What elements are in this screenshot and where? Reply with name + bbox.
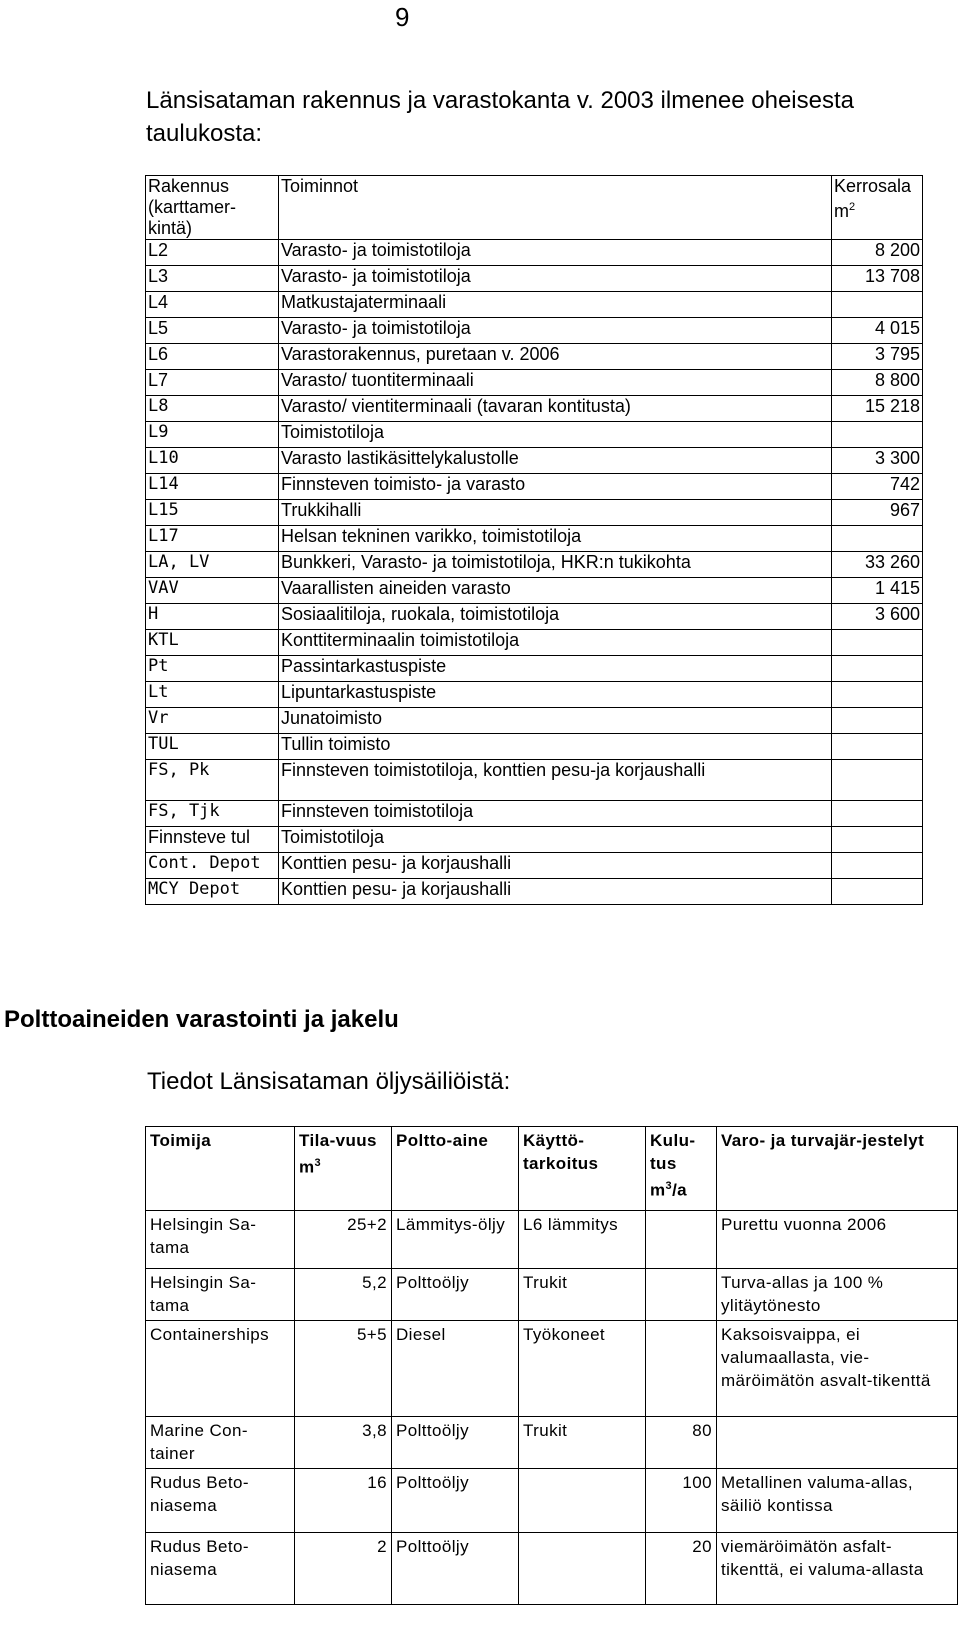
building-area: 3 795 <box>832 344 923 370</box>
building-id: Pt <box>146 656 279 682</box>
header-capacity <box>295 1127 392 1211</box>
header-safety: Varo- ja turvajär-jestelyt <box>717 1127 958 1211</box>
building-row <box>146 578 923 604</box>
tank-consumption: 20 <box>646 1533 717 1605</box>
building-id: VAV <box>146 578 279 604</box>
building-row <box>146 500 923 526</box>
section-heading: Polttoaineiden varastointi ja jakelu <box>4 1006 399 1033</box>
building-activity: Varasto/ tuontiterminaali <box>279 370 832 396</box>
header-purpose: Käyttö-tarkoitus <box>519 1127 646 1211</box>
building-area <box>832 526 923 552</box>
building-row <box>146 396 923 422</box>
tank-capacity: 16 <box>295 1469 392 1533</box>
tank-row <box>146 1321 958 1417</box>
building-area <box>832 760 923 801</box>
tank-row <box>146 1211 958 1269</box>
header-capacity-text: Tila-vuus m <box>299 1131 377 1177</box>
building-row <box>146 448 923 474</box>
building-row <box>146 682 923 708</box>
tank-row <box>146 1533 958 1605</box>
tank-consumption <box>646 1321 717 1417</box>
tank-safety: Kaksoisvaippa, ei valumaallasta, vie-märöimätön asvalt-tikenttä <box>717 1321 958 1417</box>
building-activity: Finnsteven toimisto- ja varasto <box>279 474 832 500</box>
tank-capacity: 5+5 <box>295 1321 392 1417</box>
tank-operator: Rudus Beto-niasema <box>146 1533 295 1605</box>
building-area: 742 <box>832 474 923 500</box>
building-row <box>146 422 923 448</box>
header-building: Rakennus (karttamer-kintä) <box>146 176 279 240</box>
building-row <box>146 708 923 734</box>
building-area <box>832 682 923 708</box>
tank-fuel: Diesel <box>392 1321 519 1417</box>
building-area: 8 200 <box>832 240 923 266</box>
building-area <box>832 422 923 448</box>
building-area <box>832 630 923 656</box>
building-area: 3 600 <box>832 604 923 630</box>
page-number: 9 <box>395 2 410 32</box>
building-id: L4 <box>146 292 279 318</box>
header-floor-area-text: Kerrosala m <box>834 176 912 221</box>
building-id: MCY Depot <box>146 879 279 905</box>
tank-operator: Helsingin Sa-tama <box>146 1211 295 1269</box>
building-area <box>832 879 923 905</box>
building-id: L8 <box>146 396 279 422</box>
building-area <box>832 292 923 318</box>
tank-purpose: Työkoneet <box>519 1321 646 1417</box>
tank-capacity: 25+2 <box>295 1211 392 1269</box>
building-activity: Varasto/ vientiterminaali (tavaran kontitusta) <box>279 396 832 422</box>
building-id: H <box>146 604 279 630</box>
building-id: L5 <box>146 318 279 344</box>
tank-consumption: 100 <box>646 1469 717 1533</box>
header-consumption-suffix: /a <box>672 1180 688 1200</box>
building-id: LA, LV <box>146 552 279 578</box>
tanks-header-row <box>146 1127 958 1211</box>
tank-fuel: Polttoöljy <box>392 1469 519 1533</box>
buildings-header-row <box>146 176 923 240</box>
header-capacity-sup: 3 <box>314 1157 322 1169</box>
building-activity: Passintarkastuspiste <box>279 656 832 682</box>
building-id: TUL <box>146 734 279 760</box>
building-activity: Sosiaalitiloja, ruokala, toimistotiloja <box>279 604 832 630</box>
building-activity: Bunkkeri, Varasto- ja toimistotiloja, HKR:n tukikohta <box>279 552 832 578</box>
building-activity: Varasto- ja toimistotiloja <box>279 240 832 266</box>
building-area <box>832 734 923 760</box>
building-activity: Konttiterminaalin toimistotiloja <box>279 630 832 656</box>
tank-capacity: 2 <box>295 1533 392 1605</box>
section-subheading: Tiedot Länsisataman öljysäiliöistä: <box>147 1068 511 1095</box>
intro-paragraph: Länsisataman rakennus ja varastokanta v. 2003 ilmenee oheisesta taulukosta: <box>146 87 854 147</box>
tank-purpose <box>519 1533 646 1605</box>
tanks-table <box>145 1126 958 1605</box>
tank-row <box>146 1269 958 1321</box>
building-activity: Konttien pesu- ja korjaushalli <box>279 879 832 905</box>
building-activity: Toimistotiloja <box>279 827 832 853</box>
building-row <box>146 344 923 370</box>
tank-safety: Metallinen valuma-allas, säiliö kontissa <box>717 1469 958 1533</box>
building-activity: Toimistotiloja <box>279 422 832 448</box>
building-area: 967 <box>832 500 923 526</box>
buildings-table <box>145 175 923 905</box>
tank-capacity: 3,8 <box>295 1417 392 1469</box>
tank-fuel: Lämmitys-öljy <box>392 1211 519 1269</box>
building-row <box>146 318 923 344</box>
building-activity: Konttien pesu- ja korjaushalli <box>279 853 832 879</box>
building-id: Lt <box>146 682 279 708</box>
header-floor-area <box>832 176 923 240</box>
tank-purpose: L6 lämmitys <box>519 1211 646 1269</box>
building-id: L2 <box>146 240 279 266</box>
header-consumption-text: Kulu-tus m <box>650 1131 696 1200</box>
building-id: L9 <box>146 422 279 448</box>
tank-consumption: 80 <box>646 1417 717 1469</box>
building-id: L7 <box>146 370 279 396</box>
tank-safety: viemäröimätön asfalt-tikenttä, ei valuma-allasta <box>717 1533 958 1605</box>
building-area: 33 260 <box>832 552 923 578</box>
building-id: Vr <box>146 708 279 734</box>
tank-consumption <box>646 1211 717 1269</box>
building-area: 1 415 <box>832 578 923 604</box>
building-id: L10 <box>146 448 279 474</box>
building-activity: Tullin toimisto <box>279 734 832 760</box>
building-area: 3 300 <box>832 448 923 474</box>
header-operator: Toimija <box>146 1127 295 1211</box>
building-row <box>146 879 923 905</box>
building-id: KTL <box>146 630 279 656</box>
building-area <box>832 801 923 827</box>
building-row <box>146 827 923 853</box>
header-consumption <box>646 1127 717 1211</box>
header-activities: Toiminnot <box>279 176 832 240</box>
building-activity: Junatoimisto <box>279 708 832 734</box>
building-activity: Varasto- ja toimistotiloja <box>279 266 832 292</box>
building-row <box>146 604 923 630</box>
tank-fuel: Polttoöljy <box>392 1417 519 1469</box>
header-consumption-sup: 3 <box>665 1180 673 1192</box>
building-id: Cont. Depot <box>146 853 279 879</box>
building-area <box>832 827 923 853</box>
tank-safety <box>717 1417 958 1469</box>
tank-purpose <box>519 1469 646 1533</box>
tank-operator: Rudus Beto-niasema <box>146 1469 295 1533</box>
tank-operator: Containerships <box>146 1321 295 1417</box>
tank-safety: Turva-allas ja 100 % ylitäytönesto <box>717 1269 958 1321</box>
building-row <box>146 734 923 760</box>
building-row <box>146 370 923 396</box>
tank-safety: Purettu vuonna 2006 <box>717 1211 958 1269</box>
tank-purpose: Trukit <box>519 1269 646 1321</box>
building-activity: Helsan tekninen varikko, toimistotiloja <box>279 526 832 552</box>
tank-operator: Helsingin Sa-tama <box>146 1269 295 1321</box>
building-activity: Vaarallisten aineiden varasto <box>279 578 832 604</box>
building-activity: Varasto lastikäsittelykalustolle <box>279 448 832 474</box>
tank-capacity: 5,2 <box>295 1269 392 1321</box>
building-area: 13 708 <box>832 266 923 292</box>
building-activity: Lipuntarkastuspiste <box>279 682 832 708</box>
building-area: 15 218 <box>832 396 923 422</box>
tank-row <box>146 1469 958 1533</box>
building-area: 4 015 <box>832 318 923 344</box>
building-id: L15 <box>146 500 279 526</box>
header-floor-area-sup: 2 <box>849 201 856 213</box>
building-activity: Finnsteven toimistotiloja <box>279 801 832 827</box>
building-row <box>146 292 923 318</box>
header-fuel: Poltto-aine <box>392 1127 519 1211</box>
building-id: L6 <box>146 344 279 370</box>
building-area <box>832 708 923 734</box>
building-area <box>832 656 923 682</box>
building-row <box>146 474 923 500</box>
building-id: Finnsteve tul <box>146 827 279 853</box>
building-row <box>146 240 923 266</box>
building-activity: Finnsteven toimistotiloja, konttien pesu-ja korjaushalli <box>279 760 832 801</box>
tank-operator: Marine Con-tainer <box>146 1417 295 1469</box>
building-id: FS, Tjk <box>146 801 279 827</box>
tank-fuel: Polttoöljy <box>392 1269 519 1321</box>
building-row <box>146 853 923 879</box>
building-activity: Matkustajaterminaali <box>279 292 832 318</box>
building-area: 8 800 <box>832 370 923 396</box>
building-area <box>832 853 923 879</box>
building-row <box>146 801 923 827</box>
building-activity: Varasto- ja toimistotiloja <box>279 318 832 344</box>
building-id: L14 <box>146 474 279 500</box>
building-row <box>146 760 923 801</box>
tank-fuel: Polttoöljy <box>392 1533 519 1605</box>
tank-consumption <box>646 1269 717 1321</box>
building-row <box>146 552 923 578</box>
building-id: FS, Pk <box>146 760 279 801</box>
building-activity: Trukkihalli <box>279 500 832 526</box>
building-row <box>146 526 923 552</box>
building-row <box>146 656 923 682</box>
building-id: L17 <box>146 526 279 552</box>
building-row <box>146 630 923 656</box>
building-id: L3 <box>146 266 279 292</box>
building-activity: Varastorakennus, puretaan v. 2006 <box>279 344 832 370</box>
tank-purpose: Trukit <box>519 1417 646 1469</box>
building-row <box>146 266 923 292</box>
tank-row <box>146 1417 958 1469</box>
